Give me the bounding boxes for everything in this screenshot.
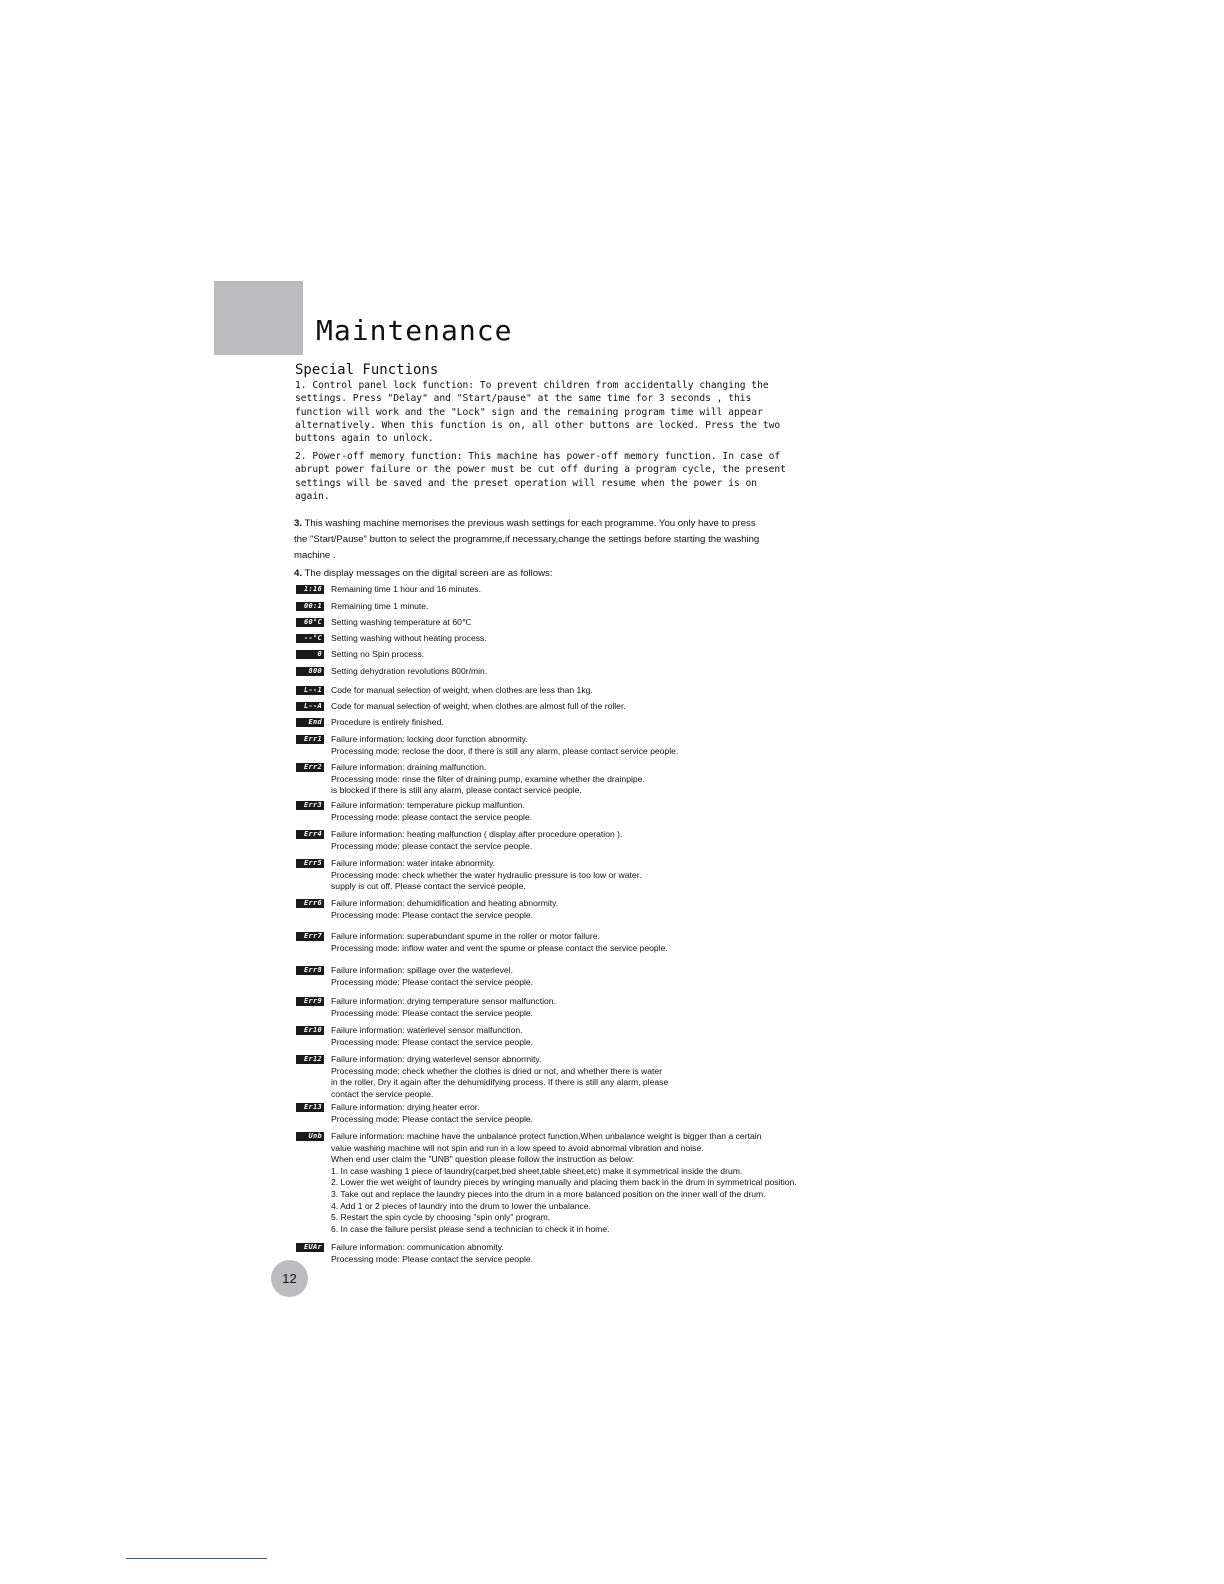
description-line: Processing mode: Please contact the service people. bbox=[331, 909, 534, 920]
footer-line bbox=[126, 1558, 267, 1559]
paragraph-panel-lock: 1. Control panel lock function: To prevent children from accidentally changing the settings. Press "Delay" and "Start/pause" at the same time for 3 seconds , this function will work and the "Lock" sign and the remaining program time will appear alternatively. When this function is on, all other buttons are locked. Press the two buttons again to unlock. bbox=[295, 380, 781, 445]
description-line: 2. Lower the wet weight of laundry pieces by wringing manually and placing them back in the drum in symmetrical position. bbox=[331, 1177, 797, 1188]
display-code-description bbox=[331, 762, 645, 797]
display-code-description bbox=[331, 633, 487, 645]
display-code-description bbox=[331, 800, 532, 823]
display-code-description bbox=[331, 701, 626, 713]
display-code-row bbox=[296, 931, 668, 954]
description-line: Processing mode: rinse the filter of draining pump, examine whether the drainpipe. bbox=[331, 773, 645, 784]
display-code-row bbox=[296, 617, 472, 629]
display-code-row bbox=[296, 1102, 533, 1125]
paragraph-number: 4. bbox=[294, 568, 303, 579]
display-code-row bbox=[296, 1131, 797, 1235]
description-line: is blocked if there is still any alarm, please contact service people. bbox=[331, 785, 582, 796]
description-line: Failure information: communication abnomity. bbox=[331, 1242, 504, 1252]
display-code-description bbox=[331, 829, 622, 852]
display-code-badge: Er12 bbox=[296, 1055, 324, 1064]
description-line: Remaining time 1 minute. bbox=[331, 601, 429, 611]
description-line: Processing mode: check whether the clothes is dried or not, and whether there is water bbox=[331, 1065, 663, 1076]
display-code-badge: L--1 bbox=[296, 686, 324, 695]
description-line: 5. Restart the spin cycle by choosing "spin only" program. bbox=[331, 1212, 551, 1223]
display-code-badge: --°C bbox=[296, 634, 324, 643]
display-code-badge: Er10 bbox=[296, 1026, 324, 1035]
display-code-row bbox=[296, 717, 444, 729]
paragraph-memorise-settings bbox=[294, 516, 764, 564]
description-line: value washing machine will not spin and run in a low speed to avoid abnormal vibration and noise. bbox=[331, 1142, 704, 1153]
description-line: Setting washing without heating process. bbox=[331, 633, 487, 643]
display-code-description bbox=[331, 1025, 533, 1048]
paragraph-number: 3. bbox=[294, 518, 303, 529]
description-line: Processing mode: Please contact the service people. bbox=[331, 1036, 534, 1047]
display-code-badge: 60°C bbox=[296, 618, 324, 627]
section-title: Special Functions bbox=[295, 362, 439, 378]
display-code-row bbox=[296, 829, 622, 852]
description-line: Failure information: machine have the unbalance protect function,When unbalance weight is bigger than a certain bbox=[331, 1131, 762, 1141]
page-title: Maintenance bbox=[316, 314, 513, 347]
display-code-badge: 0 bbox=[296, 650, 324, 659]
display-code-description bbox=[331, 717, 444, 729]
description-line: Failure information: heating malfunction ( display after procedure operation ). bbox=[331, 829, 623, 839]
page-number: 12 bbox=[271, 1260, 308, 1297]
display-code-description bbox=[331, 965, 533, 988]
display-code-description bbox=[331, 649, 424, 661]
description-line: Processing mode: Please contact the service people. bbox=[331, 976, 534, 987]
description-line: When end user claim the "UNB" question please follow the instruction as below: bbox=[331, 1154, 635, 1165]
description-line: Failure information: waterlevel sensor malfunction. bbox=[331, 1025, 523, 1035]
display-code-badge: 1:16 bbox=[296, 585, 324, 594]
display-code-badge: Err3 bbox=[296, 801, 324, 810]
description-line: Remaining time 1 hour and 16 minutes. bbox=[331, 584, 481, 594]
display-code-badge: 800 bbox=[296, 667, 324, 676]
description-line: supply is cut off. Please contact the service people. bbox=[331, 881, 526, 892]
description-line: Setting washing temperature at 60℃ bbox=[331, 617, 472, 627]
paragraph-text: This washing machine memorises the previous wash settings for each programme. You only have to press the "Start/Pause" button to select the programme,if necessary,change the settings before starting the washing machine . bbox=[294, 518, 760, 561]
description-line: Failure information: draining malfunction. bbox=[331, 762, 487, 772]
display-code-description bbox=[331, 931, 668, 954]
description-line: Failure information: superabundant spume in the roller or motor failure. bbox=[331, 931, 600, 941]
display-code-row bbox=[296, 633, 487, 645]
description-line: Failure information: spillage over the waterlevel. bbox=[331, 965, 513, 975]
display-code-row bbox=[296, 800, 532, 823]
display-code-row bbox=[296, 685, 593, 697]
description-line: Failure information: drying heater error. bbox=[331, 1102, 480, 1112]
display-code-description bbox=[331, 584, 481, 596]
display-code-badge: End bbox=[296, 718, 324, 727]
description-line: 4. Add 1 or 2 pieces of laundry into the drum to lower the unbalance. bbox=[331, 1200, 591, 1211]
description-line: 3. Take out and replace the laundry pieces into the drum in a more balanced position on the inner wall of the drum. bbox=[331, 1188, 766, 1199]
display-code-row bbox=[296, 666, 487, 678]
description-line: Failure information: drying waterlevel sensor abnormity. bbox=[331, 1054, 542, 1064]
display-code-row bbox=[296, 1242, 533, 1265]
display-code-description bbox=[331, 1102, 533, 1125]
display-code-description bbox=[331, 1242, 533, 1265]
display-code-description bbox=[331, 685, 593, 697]
display-code-badge: Err9 bbox=[296, 997, 324, 1006]
description-line: in the roller, Dry it again after the dehumidifying process. If there is still any alarm, please bbox=[331, 1077, 669, 1088]
description-line: 1. In case washing 1 piece of laundry(carpet,bed sheet,table sheet,etc) make it symmetrical inside the drum. bbox=[331, 1165, 743, 1176]
description-line: Processing mode: Please contact the service people. bbox=[331, 1007, 534, 1018]
display-code-badge: Err7 bbox=[296, 932, 324, 941]
description-line: Procedure is entirely finished. bbox=[331, 717, 444, 727]
description-line: 6. In case the failure persist please send a technician to check it in home. bbox=[331, 1223, 610, 1234]
display-code-badge: Err6 bbox=[296, 899, 324, 908]
description-line: Code for manual selection of weight, when clothes are almost full of the roller. bbox=[331, 701, 626, 711]
display-code-badge: EUAr bbox=[296, 1243, 324, 1252]
description-line: Processing mode: Please contact the service people. bbox=[331, 1113, 534, 1124]
description-line: Processing mode: inflow water and vent the spume or please contact the service people. bbox=[331, 942, 668, 953]
display-code-row bbox=[296, 584, 481, 596]
description-line: Failure information: locking door function abnormity. bbox=[331, 734, 528, 744]
display-code-badge: 00:1 bbox=[296, 602, 324, 611]
display-code-badge: Err8 bbox=[296, 966, 324, 975]
description-line: Failure information: dehumidification and heating abnormity. bbox=[331, 898, 559, 908]
display-code-badge: Err5 bbox=[296, 859, 324, 868]
description-line: Processing mode: Please contact the service people. bbox=[331, 1253, 534, 1264]
display-code-description bbox=[331, 898, 558, 921]
description-line: Code for manual selection of weight, when clothes are less than 1kg. bbox=[331, 685, 593, 695]
description-line: Setting dehydration revolutions 800r/min. bbox=[331, 666, 488, 676]
display-code-description bbox=[331, 666, 487, 678]
description-line: Failure information: drying temperature sensor malfunction. bbox=[331, 996, 556, 1006]
display-code-row bbox=[296, 762, 645, 797]
display-code-row bbox=[296, 996, 556, 1019]
description-line: Processing mode: please contact the service people. bbox=[331, 840, 533, 851]
display-code-row bbox=[296, 1054, 668, 1100]
description-line: Processing mode: please contact the service people. bbox=[331, 811, 533, 822]
display-code-row bbox=[296, 1025, 533, 1048]
display-code-badge: Er13 bbox=[296, 1103, 324, 1112]
display-code-row bbox=[296, 601, 428, 613]
description-line: contact the service people. bbox=[331, 1088, 434, 1099]
display-code-description bbox=[331, 601, 428, 613]
display-code-row bbox=[296, 858, 641, 893]
paragraph-text: The display messages on the digital screen are as follows: bbox=[304, 568, 553, 579]
display-code-row bbox=[296, 734, 678, 757]
header-block bbox=[214, 281, 303, 355]
display-code-row bbox=[296, 701, 626, 713]
display-code-description bbox=[331, 996, 556, 1019]
description-line: Processing mode: reclose the door, if there is still any alarm, please contact service people. bbox=[331, 745, 679, 756]
display-code-badge: Err4 bbox=[296, 830, 324, 839]
description-line: Failure information: temperature pickup malfuntion. bbox=[331, 800, 525, 810]
display-code-description bbox=[331, 1054, 668, 1100]
description-line: Failure information: water intake abnormity. bbox=[331, 858, 496, 868]
display-code-row bbox=[296, 649, 424, 661]
paragraph-power-off-memory: 2. Power-off memory function: This machine has power-off memory function. In case of abrupt power failure or the power must be cut off during a program cycle, the present settings will be saved and the preset operation will resume when the power is on again. bbox=[295, 451, 786, 502]
display-code-row bbox=[296, 965, 533, 988]
display-code-badge: Err2 bbox=[296, 763, 324, 772]
paragraph-display-messages bbox=[294, 566, 764, 582]
display-code-badge: Err1 bbox=[296, 735, 324, 744]
display-code-description bbox=[331, 858, 641, 893]
description-line: Processing mode: check whether the water hydraulic pressure is too low or water. bbox=[331, 869, 642, 880]
display-code-badge: L--A bbox=[296, 702, 324, 711]
display-code-description bbox=[331, 734, 678, 757]
display-code-description bbox=[331, 1131, 797, 1235]
description-line: Setting no Spin process. bbox=[331, 649, 425, 659]
display-code-description bbox=[331, 617, 472, 629]
display-code-badge: Unb bbox=[296, 1132, 324, 1141]
display-code-row bbox=[296, 898, 558, 921]
